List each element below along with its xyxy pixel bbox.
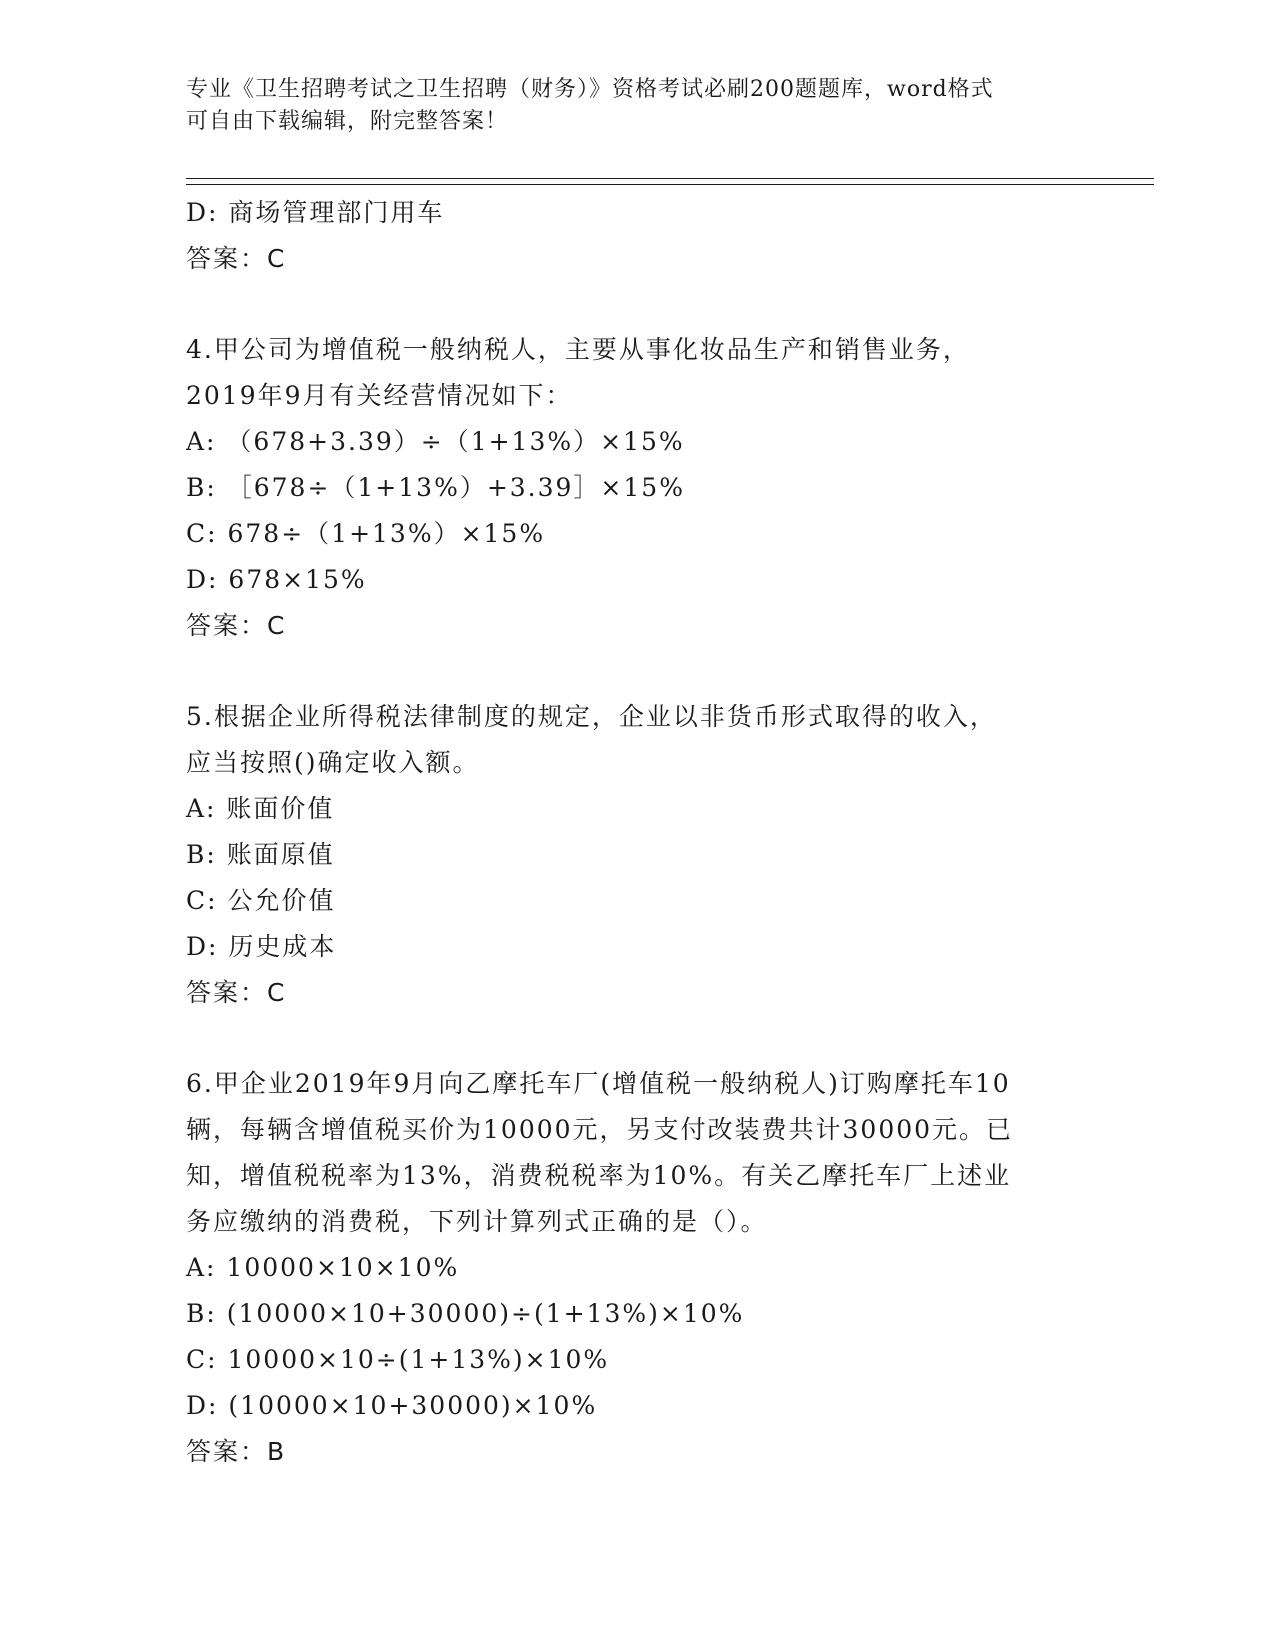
header-divider [186, 178, 1154, 185]
answer: 答案：C [186, 244, 287, 273]
question-4 [186, 327, 1086, 649]
option-d: D: (10000×10+30000)×10% [186, 1391, 598, 1420]
option-b: B: 账面原值 [186, 840, 335, 869]
question-stem: 务应缴纳的消费税，下列计算列式正确的是（）。 [186, 1207, 768, 1236]
question-stem: 6.甲企业2019年9月向乙摩托车厂(增值税一般纳税人)订购摩托车10 [186, 1069, 1011, 1098]
spacer [186, 649, 1086, 694]
option-c: C: 公允价值 [186, 886, 336, 915]
option-d: D: 商场管理部门用车 [186, 198, 445, 227]
option-c: C: 678÷（1+13%）×15% [186, 519, 546, 548]
header-line-2: 可自由下载编辑，附完整答案！ [186, 109, 509, 134]
option-a: A: （678+3.39）÷（1+13%）×15% [186, 427, 685, 456]
answer: 答案：C [186, 978, 287, 1007]
option-d: D: 678×15% [186, 565, 367, 594]
document-body [186, 190, 1086, 1475]
option-b: B: (10000×10+30000)÷(1+13%)×10% [186, 1299, 745, 1328]
header-line-1: 专业《卫生招聘考试之卫生招聘（财务）》资格考试必刷200题题库，word格式 [186, 77, 994, 102]
option-b: B: ［678÷（1+13%）+3.39］×15% [186, 473, 685, 502]
question-6 [186, 1061, 1086, 1475]
spacer [186, 282, 1086, 327]
option-a: A: 账面价值 [186, 794, 335, 823]
page-header [186, 74, 1086, 138]
question-stem: 应当按照()确定收入额。 [186, 748, 480, 777]
question-stem: 2019年9月有关经营情况如下： [186, 381, 573, 410]
answer: 答案：C [186, 611, 287, 640]
option-c: C: 10000×10÷(1+13%)×10% [186, 1345, 610, 1374]
question-3-tail [186, 190, 1086, 282]
question-5 [186, 694, 1086, 1016]
option-a: A: 10000×10×10% [186, 1253, 460, 1282]
question-stem: 知，增值税税率为13%，消费税税率为10%。有关乙摩托车厂上述业 [186, 1161, 1012, 1190]
question-stem: 5.根据企业所得税法律制度的规定，企业以非货币形式取得的收入， [186, 702, 997, 731]
question-stem: 4.甲公司为增值税一般纳税人，主要从事化妆品生产和销售业务， [186, 335, 970, 364]
question-stem: 辆，每辆含增值税买价为10000元，另支付改装费共计30000元。已 [186, 1115, 1014, 1144]
answer: 答案：B [186, 1437, 287, 1466]
option-d: D: 历史成本 [186, 932, 337, 961]
spacer [186, 1016, 1086, 1061]
